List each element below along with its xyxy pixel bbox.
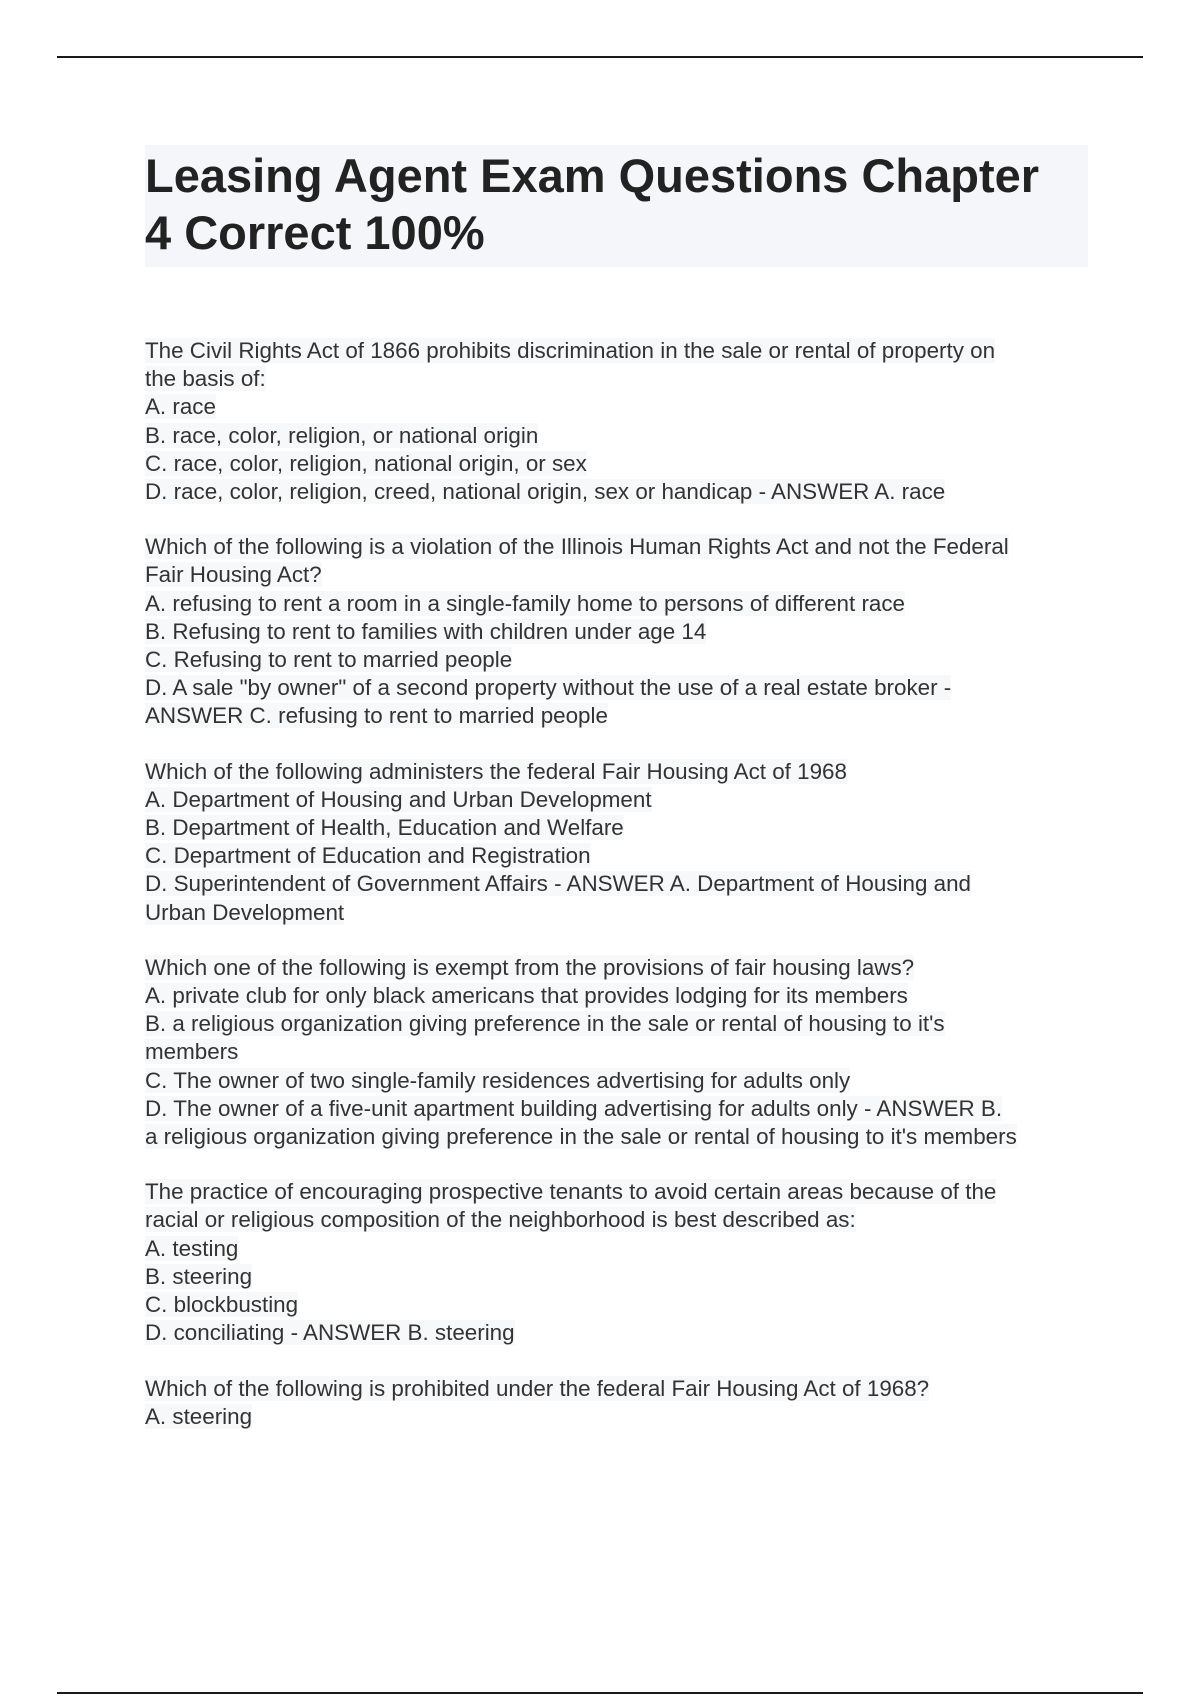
question-text [145,758,1090,786]
page-title [145,145,1088,267]
line-text: ANSWER C. refusing to rent to married people [145,703,608,729]
question-text [145,954,1090,982]
question-line [145,646,1090,674]
question-line [145,1206,1090,1234]
line-text: C. Refusing to rent to married people [145,647,513,673]
line-text: members [145,1039,239,1065]
line-text: D. Superintendent of Government Affairs - ANSWER A. Department of Housing and [145,871,971,897]
question-line [145,450,1090,478]
line-text: Which one of the following is exempt from the provisions of fair housing laws? [145,954,915,980]
line-text: Which of the following is a violation of the Illinois Human Rights Act and not the Federal [145,534,1009,560]
line-text: A. steering [145,1403,253,1429]
question-block [145,758,1090,927]
question-text [145,533,1090,561]
line-text: D. The owner of a five-unit apartment building advertising for adults only - ANSWER B. [145,1095,1003,1121]
title-line-1: Leasing Agent Exam Questions Chapter [145,149,1040,202]
line-text: Urban Development [145,899,345,925]
question-line [145,674,1090,702]
question-line [145,393,1090,421]
question-block [145,533,1090,730]
top-rule [57,56,1143,58]
question-line [145,1403,1090,1431]
question-line [145,618,1090,646]
line-text: B. steering [145,1263,253,1289]
line-text: Which of the following administers the federal Fair Housing Act of 1968 [145,758,847,784]
question-line [145,1235,1090,1263]
question-line [145,899,1090,927]
line-text: Which of the following is prohibited under the federal Fair Housing Act of 1968? [145,1375,930,1401]
question-line [145,561,1090,589]
question-line [145,786,1090,814]
question-line [145,478,1090,506]
line-text: A. private club for only black americans that provides lodging for its members [145,983,908,1009]
question-line [145,590,1090,618]
line-text: B. race, color, religion, or national origin [145,422,539,448]
line-text: C. The owner of two single-family residences advertising for adults only [145,1067,851,1093]
question-line [145,1263,1090,1291]
question-line [145,422,1090,450]
line-text: D. conciliating - ANSWER B. steering [145,1320,515,1346]
line-text: C. Department of Education and Registration [145,843,591,869]
line-text: The Civil Rights Act of 1866 prohibits discrimination in the sale or rental of property on [145,338,996,363]
question-text [145,1375,1090,1403]
line-text: B. a religious organization giving preference in the sale or rental of housing to it's [145,1011,945,1037]
line-text: A. race [145,394,216,420]
line-text: C. race, color, religion, national origin, or sex [145,450,587,476]
question-text [145,1178,1090,1206]
line-text: The practice of encouraging prospective tenants to avoid certain areas because of the [145,1179,997,1205]
line-text: D. race, color, religion, creed, national origin, sex or handicap - ANSWER A. race [145,479,946,505]
question-block [145,954,1090,1151]
question-line [145,1123,1090,1151]
question-block [145,337,1090,506]
question-line [145,814,1090,842]
question-line [145,1067,1090,1095]
line-text: A. Department of Housing and Urban Development [145,786,652,812]
line-text: A. testing [145,1235,239,1261]
line-text: B. Department of Health, Education and Welfare [145,815,624,841]
question-list [145,337,1090,1458]
line-text: a religious organization giving preference in the sale or rental of housing to it's members [145,1124,1017,1150]
question-line [145,1319,1090,1347]
question-text [145,337,1090,365]
line-text: A. refusing to rent a room in a single-family home to persons of different race [145,590,906,616]
title-line-2: 4 Correct 100% [145,206,485,259]
bottom-rule [57,1692,1143,1694]
line-text: B. Refusing to rent to families with children under age 14 [145,618,707,644]
line-text: the basis of: [145,366,266,392]
question-line [145,870,1090,898]
question-line [145,842,1090,870]
question-line [145,365,1090,393]
question-line [145,702,1090,730]
question-line [145,1038,1090,1066]
question-line [145,1095,1090,1123]
line-text: racial or religious composition of the neighborhood is best described as: [145,1207,856,1233]
question-line [145,1010,1090,1038]
line-text: D. A sale "by owner" of a second property without the use of a real estate broker - [145,675,952,701]
line-text: C. blockbusting [145,1292,299,1318]
question-line [145,982,1090,1010]
line-text: Fair Housing Act? [145,562,322,588]
question-block [145,1375,1090,1431]
question-line [145,1291,1090,1319]
question-block [145,1178,1090,1347]
